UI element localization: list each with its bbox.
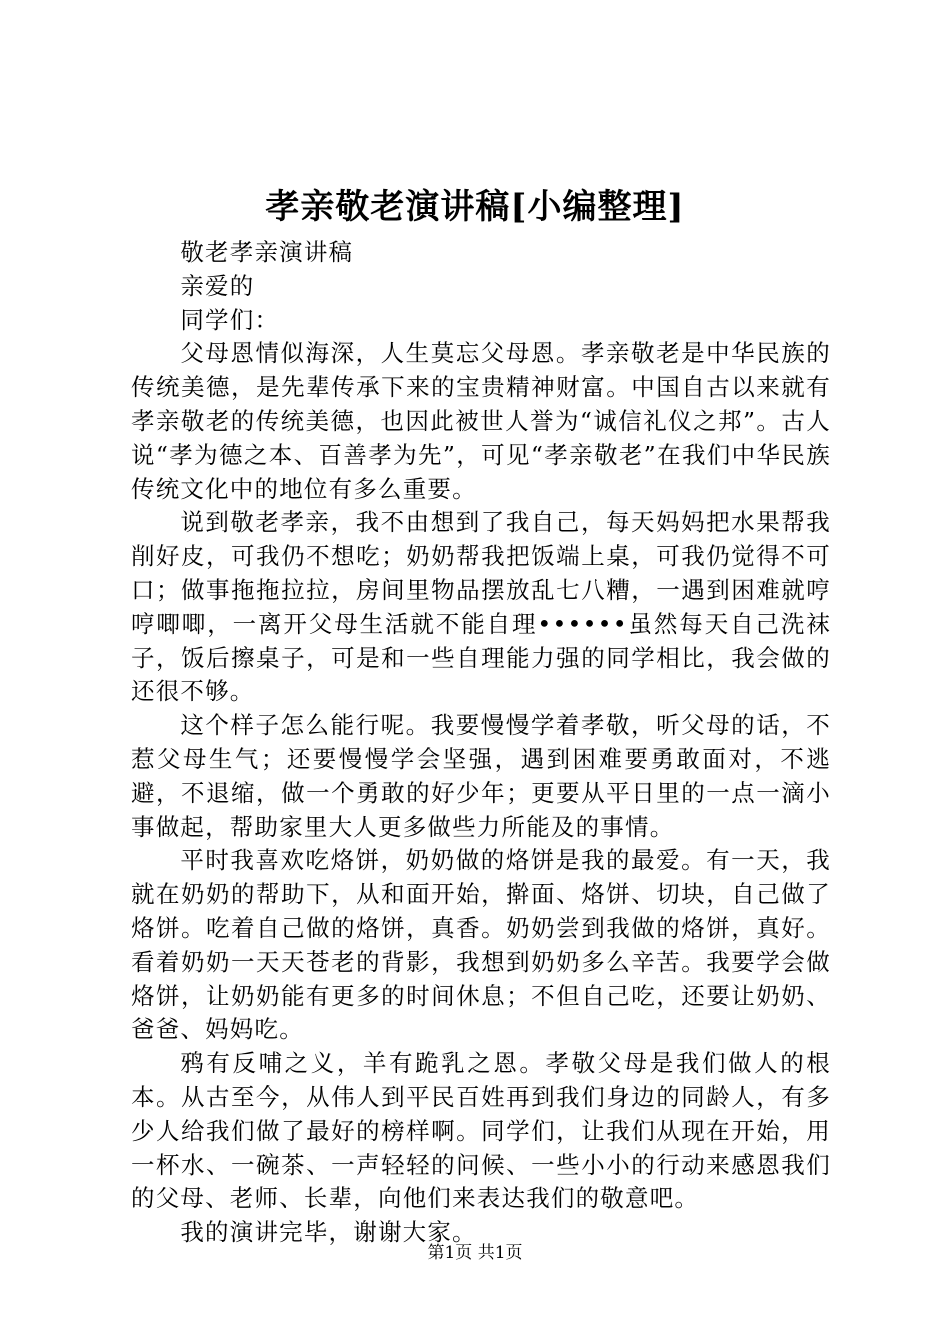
paragraph-closing: 我的演讲完毕，谢谢大家。 <box>180 1218 477 1247</box>
paragraph: 父母恩情似海深，人生莫忘父母恩。孝亲敬老是中华民族的传统美德，是先辈传承下来的宝贵精神财富。中国自古以来就有孝亲敬老的传统美德，也因此被世人誉为“诚信礼仪之邦”。古人说“孝为德之本、百善孝为先”，可见“孝亲敬老”在我们中华民族传统文化中的地位有多么重要。 <box>131 339 831 503</box>
paragraph-salutation-1: 亲爱的 <box>180 271 255 300</box>
paragraph-subtitle: 敬老孝亲演讲稿 <box>180 238 354 266</box>
paragraph: 这个样子怎么能行呢。我要慢慢学着孝敬，听父母的话，不惹父母生气；还要慢慢学会坚强，遇到困难要勇敢面对，不逃避，不退缩，做一个勇敢的好少年；更要从平日里的一点一滴小事做起，帮助家里大人更多做些力所能及的事情。 <box>131 711 831 841</box>
document-title: 孝亲敬老演讲稿[小编整理] <box>265 187 685 227</box>
page-number-footer: 第1页 共1页 <box>427 1243 523 1263</box>
paragraph-salutation-2: 同学们： <box>180 305 280 334</box>
paragraph: 说到敬老孝亲，我不由想到了我自己，每天妈妈把水果帮我削好皮，可我仍不想吃；奶奶帮我把饭端上桌，可我仍觉得不可口；做事拖拖拉拉，房间里物品摆放乱七八糟，一遇到困难就哼哼唧唧，一离开父母生活就不能自理••••••虽然每天自己洗袜子，饭后擦桌子，可是和一些自理能力强的同学相比，我会做的还很不够。 <box>131 508 831 706</box>
paragraph: 平时我喜欢吃烙饼，奶奶做的烙饼是我的最爱。有一天，我就在奶奶的帮助下，从和面开始，擀面、烙饼、切块，自己做了烙饼。吃着自己做的烙饼，真香。奶奶尝到我做的烙饼，真好。看着奶奶一天天苍老的背影，我想到奶奶多么辛苦。我要学会做烙饼，让奶奶能有更多的时间休息；不但自己吃，还要让奶奶、爸爸、妈妈吃。 <box>131 846 831 1044</box>
paragraph: 鸦有反哺之义，羊有跪乳之恩。孝敬父母是我们做人的根本。从古至今，从伟人到平民百姓再到我们身边的同龄人，有多少人给我们做了最好的榜样啊。同学们，让我们从现在开始，用一杯水、一碗茶、一声轻轻的问候、一些小小的行动来感恩我们的父母、老师、长辈，向他们来表达我们的敬意吧。 <box>131 1049 831 1213</box>
document-body <box>131 236 831 1250</box>
